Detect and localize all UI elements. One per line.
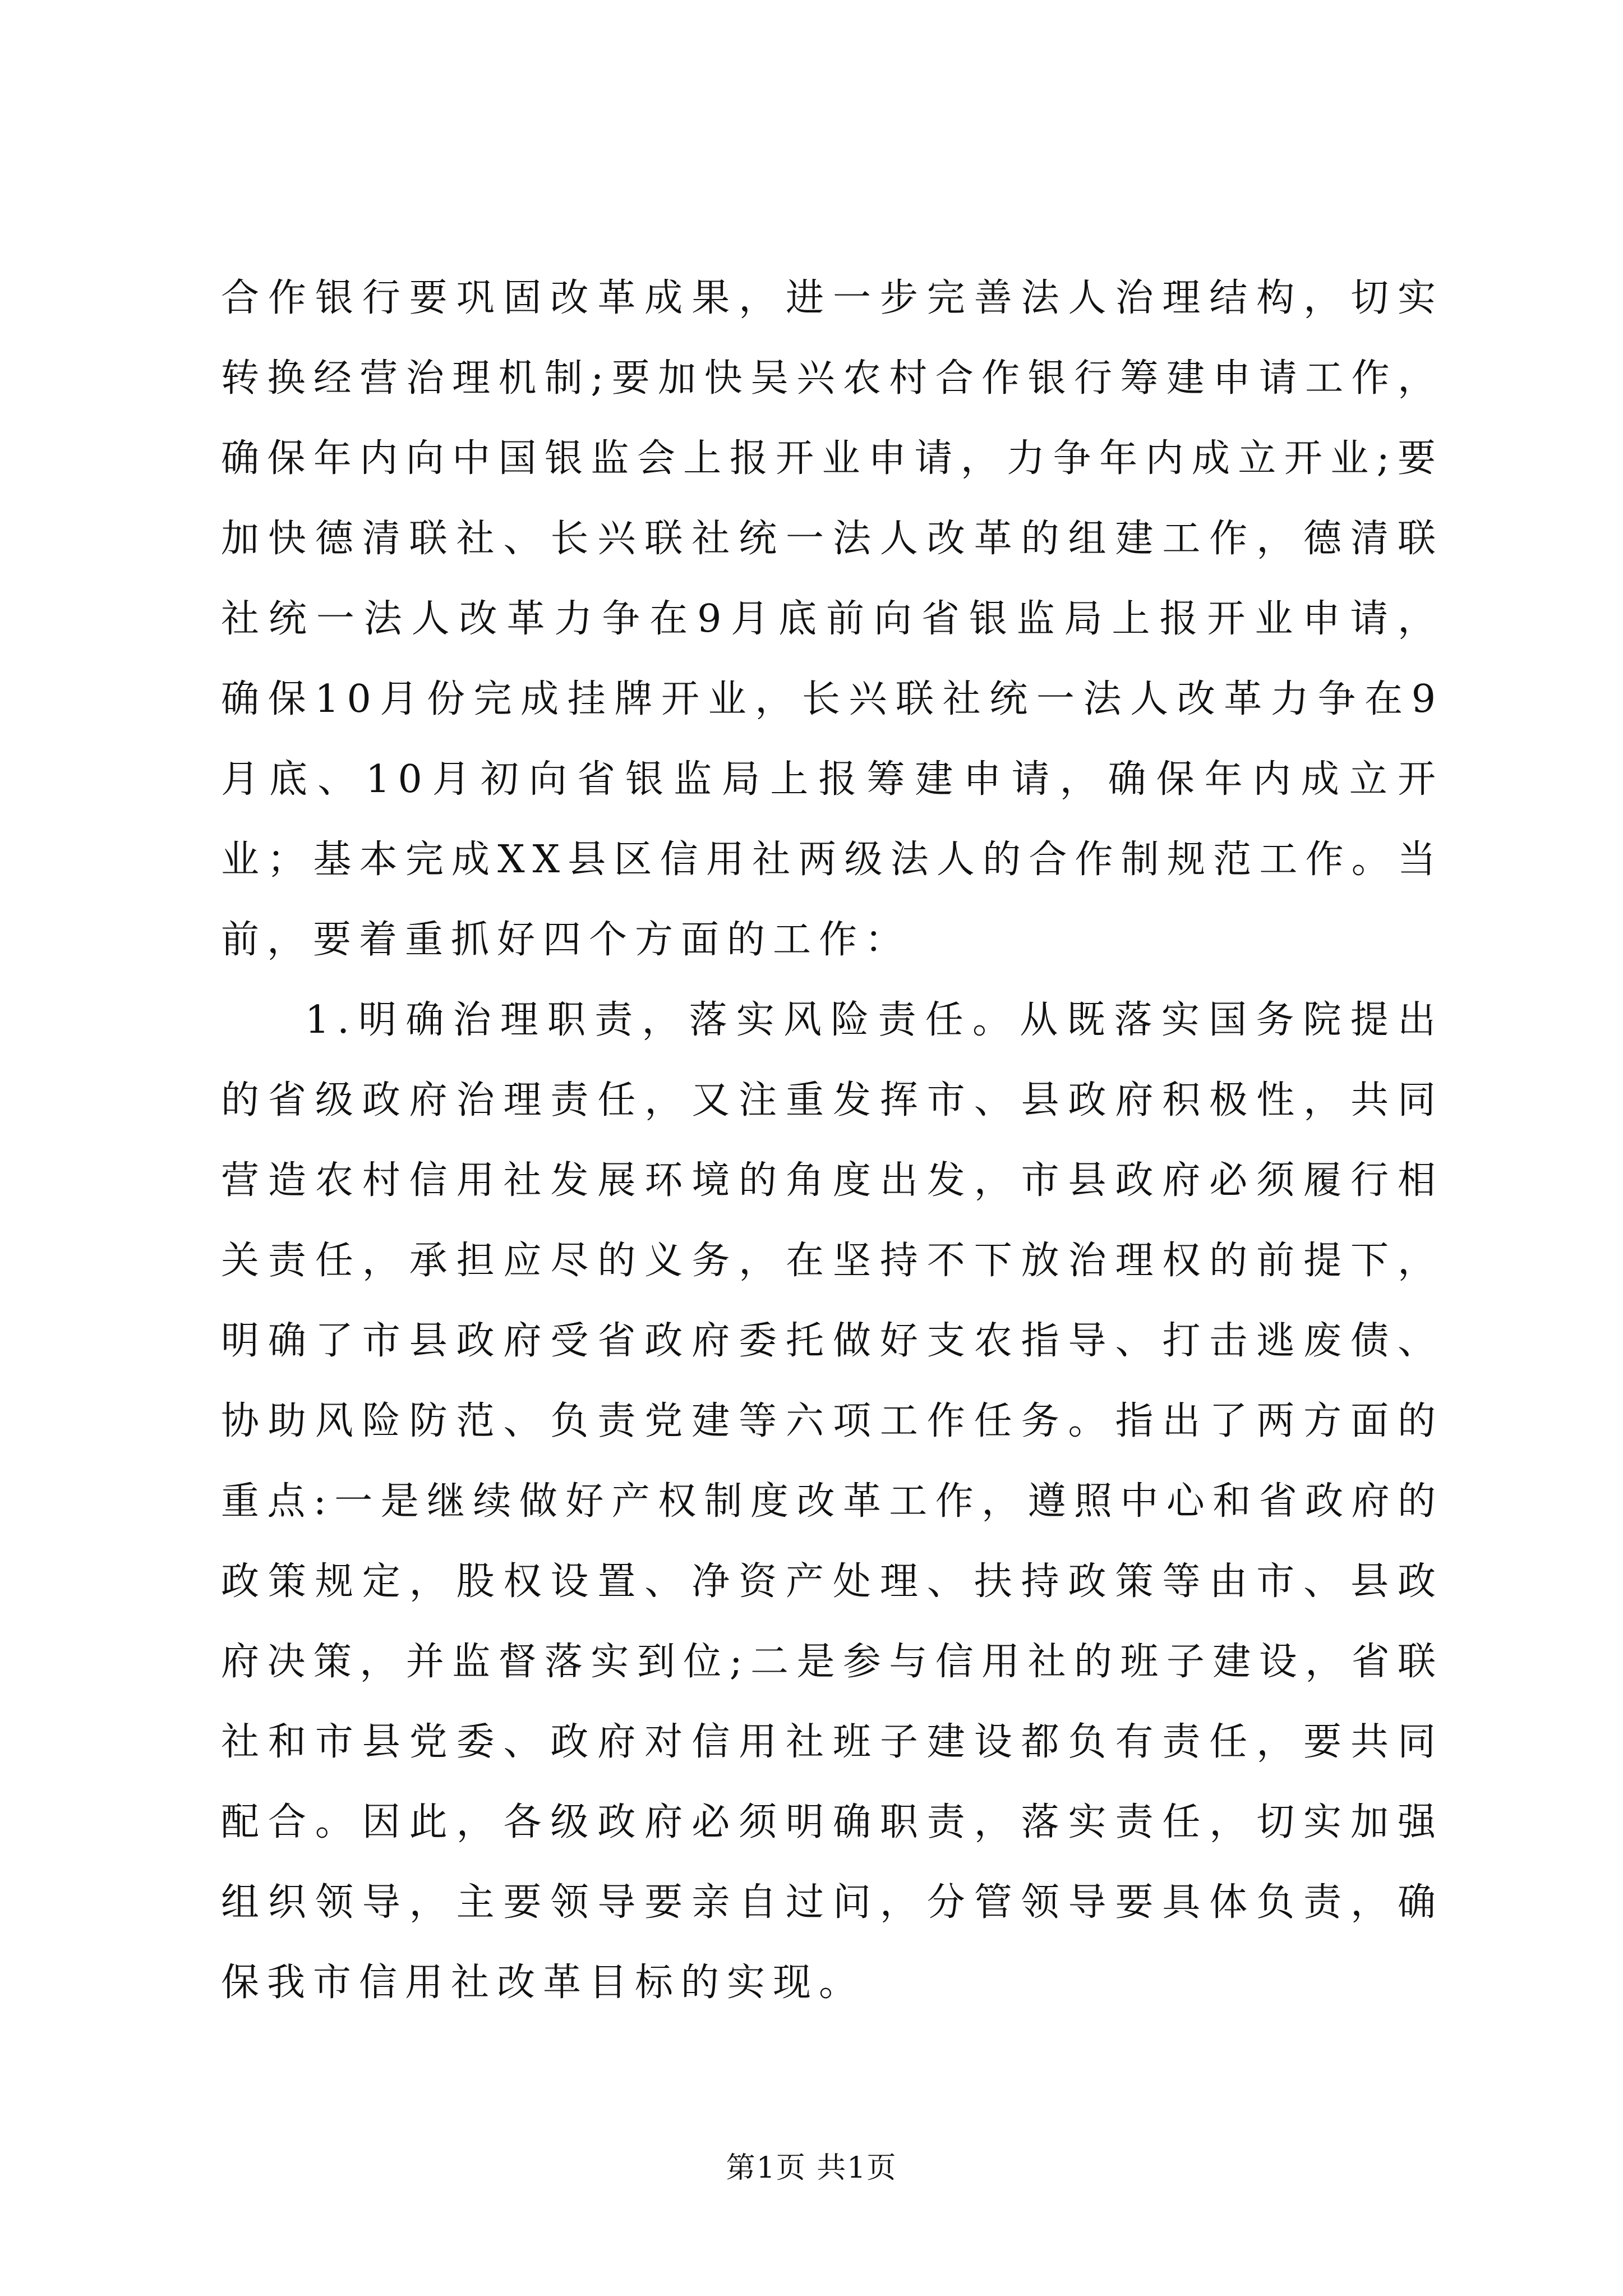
document-body (221, 258, 1444, 2023)
paragraph-continued: 合作银行要巩固改革成果，进一步完善法人治理结构，切实转换经营治理机制;要加快吴兴农村合作银行筹建申请工作，确保年内向中国银监会上报开业申请，力争年内成立开业;要加快德清联社、长兴联社统一法人改革的组建工作，德清联社统一法人改革力争在9月底前向省银监局上报开业申请，确保10月份完成挂牌开业，长兴联社统一法人改革力争在9月底、10月初向省银监局上报筹建申请，确保年内成立开业；基本完成XX县区信用社两级法人的合作制规范工作。当前，要着重抓好四个方面的工作： (221, 276, 1444, 962)
paragraph-section-1: 1.明确治理职责，落实风险责任。从既落实国务院提出的省级政府治理责任，又注重发挥市、县政府积极性，共同营造农村信用社发展环境的角度出发，市县政府必须履行相关责任，承担应尽的义务，在坚持不下放治理权的前提下，明确了市县政府受省政府委托做好支农指导、打击逃废债、协助风险防范、负责党建等六项工作任务。指出了两方面的重点:一是继续做好产权制度改革工作，遵照中心和省政府的政策规定，股权设置、净资产处理、扶持政策等由市、县政府决策，并监督落实到位;二是参与信用社的班子建设，省联社和市县党委、政府对信用社班子建设都负有责任，要共同配合。因此，各级政府必须明确职责，落实责任，切实加强组织领导，主要领导要亲自过问，分管领导要具体负责，确保我市信用社改革目标的实现。 (221, 998, 1444, 2005)
page-number-footer: 第1页 共1页 (726, 2151, 897, 2185)
